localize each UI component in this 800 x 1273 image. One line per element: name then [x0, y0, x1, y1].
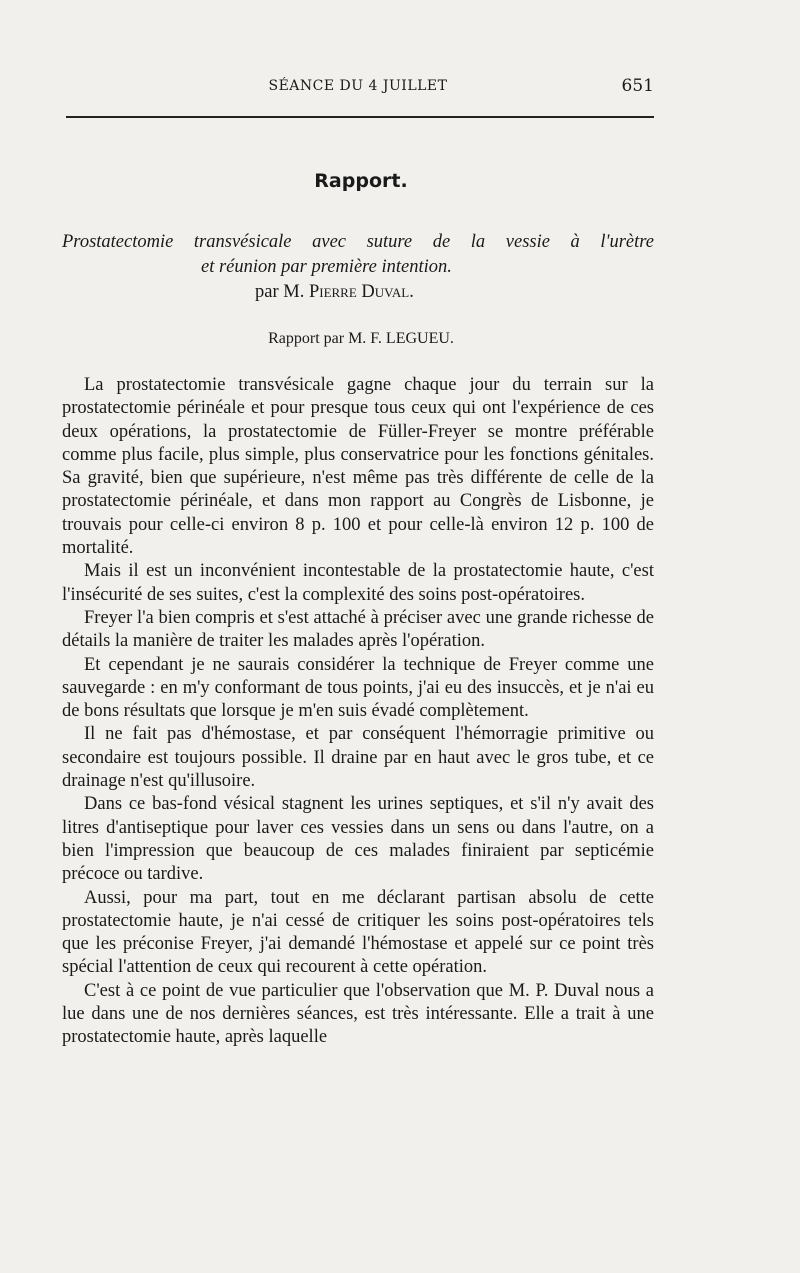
running-head-title: SÉANCE DU 4 JUILLET — [268, 78, 448, 94]
paragraph: La prostatectomie transvésicale gagne chaque jour du terrain sur la prostatectomie périnéale et pour presque tous ceux qui ont l'expérience de ces deux opérations, la prostatectomie de Füller-Freyer se montre préférable comme plus facile, plus simple, plus conservatrice pour les fonctions génitales. Sa gravité, bien que supérieure, n'est même pas très différente de celle de la prostatectomie périnéale, et dans mon rapport au Congrès de Lisbonne, je trouvais pour celle-ci environ 8 p. 100 et pour celle-là environ 12 p. 100 de mortalité. — [62, 375, 654, 559]
page-number: 651 — [621, 76, 654, 96]
author-prefix: par M. — [255, 282, 309, 302]
section-heading: Rapport. — [314, 170, 408, 192]
subtitle-author-line — [62, 280, 654, 305]
header-rule — [66, 116, 654, 118]
running-head — [62, 74, 654, 100]
author-name: Pierre Duval. — [308, 282, 414, 302]
body-text — [62, 374, 654, 1050]
paragraph: Dans ce bas-fond vésical stagnent les urines septiques, et s'il n'y avait des litres d'antiseptique pour laver ces vessies dans un sens ou dans l'autre, on a bien l'impression que beaucoup de ces malades finiraient par septicémie précoce ou tardive. — [62, 794, 654, 885]
subtitle-line-1: Prostatectomie transvésicale avec suture de la vessie à l'urètre — [62, 232, 654, 252]
paragraph: Freyer l'a bien compris et s'est attaché à préciser avec une grande richesse de détails la manière de traiter les malades après l'opération. — [62, 607, 654, 652]
article-subtitle — [62, 230, 654, 305]
paragraph: C'est à ce point de vue particulier que l'observation que M. P. Duval nous a lue dans une de nos dernières séances, est très intéressante. Elle a trait à une prostatectomie haute, après laquelle — [62, 980, 654, 1048]
paragraph: Mais il est un inconvénient incontestable de la prostatectomie haute, c'est l'insécurité de ses suites, c'est la complexité des soins post-opératoires. — [62, 561, 654, 605]
paragraph: Aussi, pour ma part, tout en me déclarant partisan absolu de cette prostatectomie haute, je n'ai cessé de critiquer les soins post-opératoires tels que les préconise Freyer, j'ai demandé l'hémostase et appelé sur ce point très spécial l'attention de ceux qui recourent à cette opération. — [62, 887, 654, 978]
reporter-line: Rapport par M. F. LEGUEU. — [268, 330, 454, 347]
paragraph: Il ne fait pas d'hémostase, et par conséquent l'hémorragie primitive ou secondaire est toujours possible. Il draine par en haut avec le gros tube, et ce drainage n'est qu'illusoire. — [62, 724, 654, 792]
paragraph: Et cependant je ne saurais considérer la technique de Freyer comme une sauvegarde : en m'y conformant de tous points, j'ai eu des insuccès, et je n'ai eu de bons résultats que lorsque je m'en suis évadé complètement. — [62, 654, 654, 722]
subtitle-line-2: et réunion par première intention. — [201, 257, 452, 277]
